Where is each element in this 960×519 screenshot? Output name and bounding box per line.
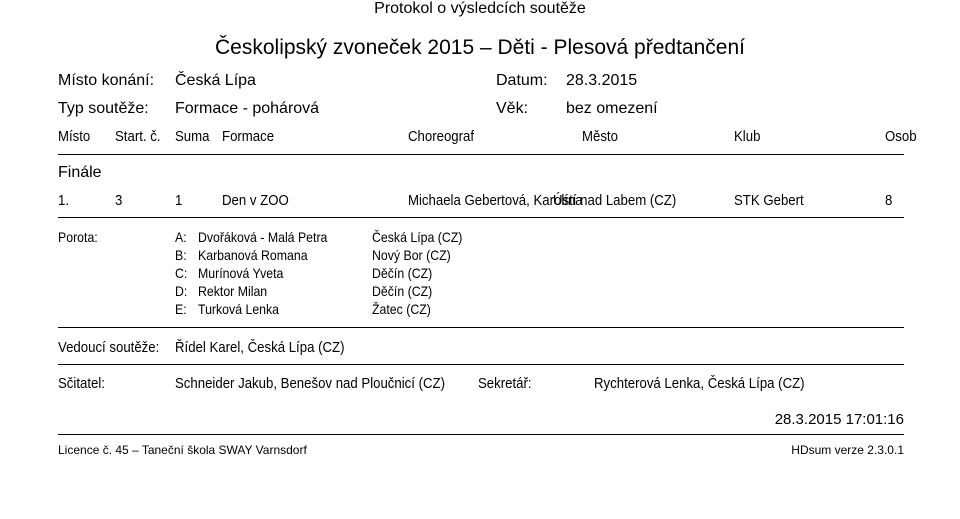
judge-letter: A: — [175, 229, 187, 245]
judge-name: Turková Lenka — [198, 301, 280, 317]
judge-city: Děčín (CZ) — [372, 283, 433, 299]
col-city: Město — [582, 128, 618, 145]
judges-divider — [58, 327, 904, 328]
cell-place: 1. — [58, 192, 70, 209]
secretary-label: Sekretář: — [478, 375, 532, 392]
judge-letter: B: — [175, 247, 187, 263]
col-choreographer: Choreograf — [408, 128, 475, 145]
licence-text: Licence č. 45 – Taneční škola SWAY Varnsdorf — [58, 443, 307, 457]
col-club: Klub — [734, 128, 761, 145]
col-start-no: Start. č. — [115, 128, 161, 145]
footer-divider — [58, 434, 904, 435]
cell-formation: Den v ZOO — [222, 192, 289, 209]
type-label: Typ soutěže: — [58, 100, 149, 117]
col-place: Místo — [58, 128, 91, 145]
header-title: Protokol o výsledcích soutěže — [374, 0, 586, 17]
cell-choreographer: Michaela Gebertová, Karolína — [408, 192, 583, 209]
cell-start-no: 3 — [115, 192, 123, 209]
col-sum: Suma — [175, 128, 210, 145]
header-divider — [58, 154, 904, 155]
cell-sum: 1 — [175, 192, 183, 209]
cell-city: Ústí nad Labem (CZ) — [553, 192, 677, 209]
judge-letter: C: — [175, 265, 188, 281]
counter-label: Sčitatel: — [58, 375, 105, 392]
judge-name: Murínová Yveta — [198, 265, 284, 281]
judge-letter: E: — [175, 301, 187, 317]
judges-label: Porota: — [58, 229, 98, 245]
judge-name: Karbanová Romana — [198, 247, 308, 263]
page-title: Českolipský zvoneček 2015 – Děti - Plesová předtančení — [215, 36, 745, 59]
judge-name: Rektor Milan — [198, 283, 268, 299]
director-value: Řídel Karel, Česká Lípa (CZ) — [175, 339, 345, 356]
col-formation: Formace — [222, 128, 275, 145]
judge-letter: D: — [175, 283, 188, 299]
judge-city: Česká Lípa (CZ) — [372, 229, 463, 245]
date-label: Datum: — [496, 72, 548, 89]
row-divider — [58, 217, 904, 218]
timestamp: 28.3.2015 17:01:16 — [774, 411, 904, 428]
counter-value: Schneider Jakub, Benešov nad Ploučnicí (CZ) — [175, 375, 446, 392]
age-value: bez omezení — [566, 100, 658, 117]
version-text: HDsum verze 2.3.0.1 — [791, 443, 904, 457]
date-value: 28.3.2015 — [566, 72, 638, 89]
place-label: Místo konání: — [58, 72, 155, 89]
director-label: Vedoucí soutěže: — [58, 339, 160, 356]
place-value: Česká Lípa — [175, 72, 256, 89]
cell-persons: 8 — [885, 192, 893, 209]
judge-city: Děčín (CZ) — [372, 265, 433, 281]
cell-club: STK Gebert — [734, 192, 804, 209]
age-label: Věk: — [496, 100, 529, 117]
col-persons: Osob — [885, 128, 917, 145]
judge-name: Dvořáková - Malá Petra — [198, 229, 328, 245]
director-divider — [58, 364, 904, 365]
judge-city: Žatec (CZ) — [372, 301, 431, 317]
round-label: Finále — [58, 164, 102, 181]
secretary-value: Rychterová Lenka, Česká Lípa (CZ) — [594, 375, 805, 392]
judge-city: Nový Bor (CZ) — [372, 247, 451, 263]
type-value: Formace - pohárová — [175, 100, 320, 117]
